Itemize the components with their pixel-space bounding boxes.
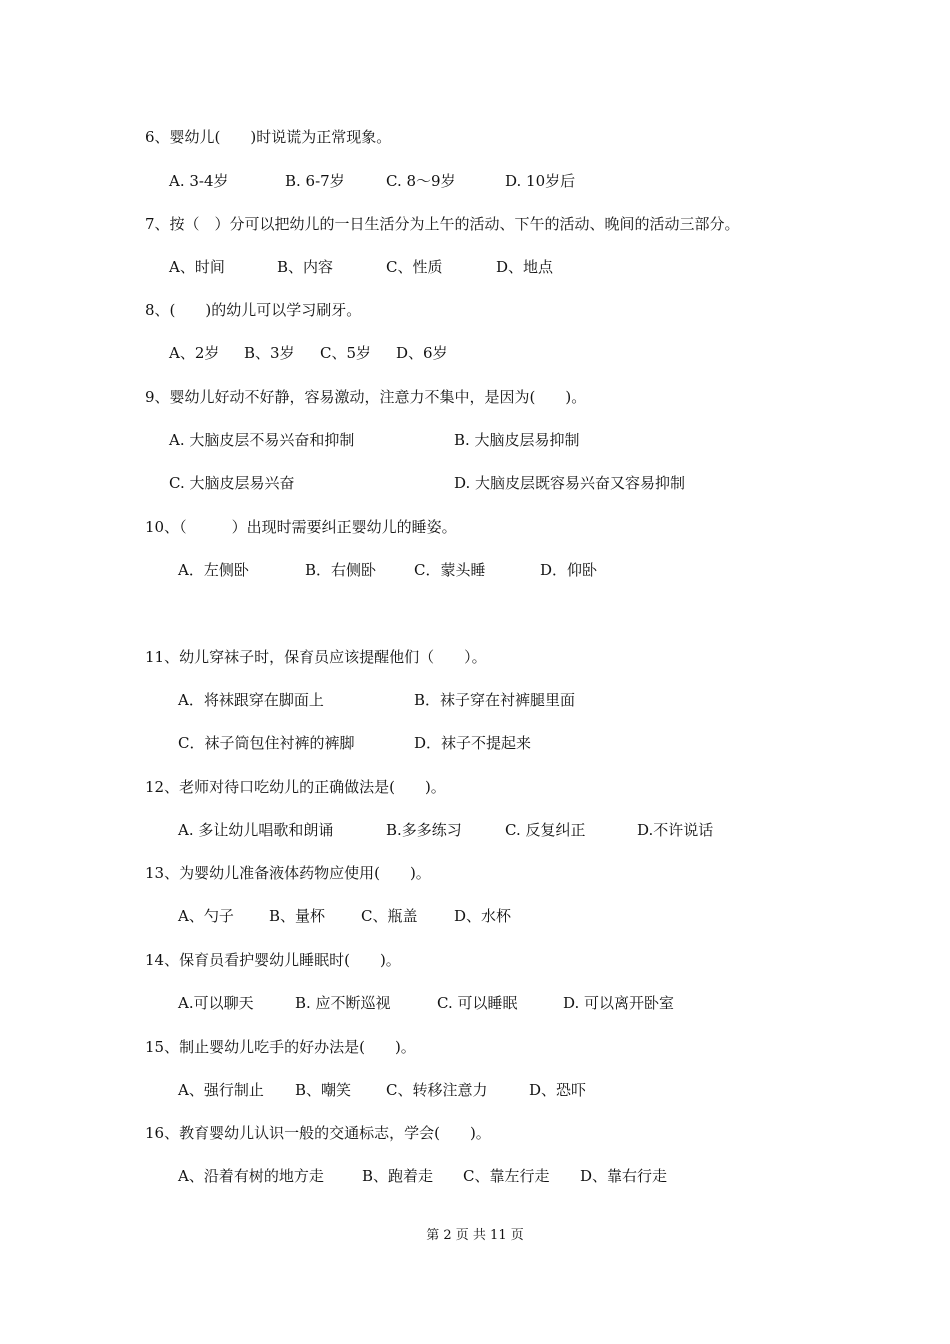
question-8-option-d: D、6岁: [396, 344, 448, 362]
question-6-option-a: A. 3-4岁: [169, 172, 229, 190]
question-7-option-d: D、地点: [496, 258, 554, 276]
question-14-option-c: C. 可以睡眠: [437, 994, 518, 1012]
question-10-option-a: A．左侧卧: [178, 561, 249, 579]
question-6-option-b: B. 6-7岁: [285, 172, 345, 190]
question-15-option-a: A、强行制止: [178, 1081, 264, 1099]
question-14-option-d: D. 可以离开卧室: [563, 994, 675, 1012]
question-16-option-b: B、跑着走: [362, 1167, 434, 1185]
question-13-option-c: C、瓶盖: [361, 907, 418, 925]
question-12-option-b: B.多多练习: [386, 821, 462, 839]
question-6-option-c: C. 8～9岁: [386, 172, 456, 190]
question-14-option-a: A.可以聊天: [178, 994, 254, 1012]
question-12-option-d: D.不许说话: [637, 821, 714, 839]
question-10-option-b: B．右侧卧: [305, 561, 377, 579]
question-11-option-a: A．将袜跟穿在脚面上: [178, 691, 324, 709]
question-8-option-a: A、2岁: [169, 344, 220, 362]
question-16-option-d: D、靠右行走: [580, 1167, 668, 1185]
question-13-option-a: A、勺子: [178, 907, 234, 925]
question-15-option-b: B、嘲笑: [295, 1081, 352, 1099]
question-9-stem: 9、婴幼儿好动不好静，容易激动，注意力不集中，是因为( )。: [145, 388, 587, 406]
question-6-stem: 6、婴幼儿( )时说谎为正常现象。: [145, 128, 392, 146]
question-11-stem: 11、幼儿穿袜子时，保育员应该提醒他们（ ）。: [145, 648, 487, 666]
question-15-option-d: D、恐吓: [529, 1081, 587, 1099]
question-9-option-a: A. 大脑皮层不易兴奋和抑制: [169, 431, 355, 449]
question-9-option-b: B. 大脑皮层易抑制: [454, 431, 580, 449]
question-12-option-c: C. 反复纠正: [505, 821, 586, 839]
question-14-stem: 14、保育员看护婴幼儿睡眠时( )。: [145, 951, 401, 969]
question-7-option-b: B、内容: [277, 258, 334, 276]
question-12-stem: 12、老师对待口吃幼儿的正确做法是( )。: [145, 778, 446, 796]
question-9-option-d: D. 大脑皮层既容易兴奋又容易抑制: [454, 474, 686, 492]
question-6-option-d: D. 10岁后: [505, 172, 576, 190]
question-10-stem: 10、（ ）出现时需要纠正婴幼儿的睡姿。: [145, 518, 457, 536]
question-16-option-c: C、靠左行走: [463, 1167, 550, 1185]
question-12-option-a: A. 多让幼儿唱歌和朗诵: [178, 821, 334, 839]
question-10-option-d: D．仰卧: [540, 561, 598, 579]
question-8-stem: 8、( )的幼儿可以学习刷牙。: [145, 301, 362, 319]
question-13-option-b: B、量杯: [269, 907, 326, 925]
question-15-stem: 15、制止婴幼儿吃手的好办法是( )。: [145, 1038, 416, 1056]
question-9-option-c: C. 大脑皮层易兴奋: [169, 474, 295, 492]
question-7-option-c: C、性质: [386, 258, 443, 276]
question-16-stem: 16、教育婴幼儿认识一般的交通标志，学会( )。: [145, 1124, 491, 1142]
question-7-option-a: A、时间: [169, 258, 225, 276]
question-11-option-d: D．袜子不提起来: [414, 734, 532, 752]
question-16-option-a: A、沿着有树的地方走: [178, 1167, 324, 1185]
question-11-option-b: B．袜子穿在衬裤腿里面: [414, 691, 576, 709]
question-8-option-b: B、3岁: [244, 344, 295, 362]
question-13-option-d: D、水杯: [454, 907, 512, 925]
question-13-stem: 13、为婴幼儿准备液体药物应使用( )。: [145, 864, 431, 882]
question-10-option-c: C．蒙头睡: [414, 561, 486, 579]
question-8-option-c: C、5岁: [320, 344, 372, 362]
question-11-option-c: C．袜子筒包住衬裤的裤脚: [178, 734, 355, 752]
page-footer: 第 2 页 共 11 页: [426, 1228, 524, 1243]
question-7-stem: 7、按（ ）分可以把幼儿的一日生活分为上午的活动、下午的活动、晚间的活动三部分。: [145, 215, 740, 233]
question-14-option-b: B. 应不断巡视: [295, 994, 391, 1012]
question-15-option-c: C、转移注意力: [386, 1081, 488, 1099]
